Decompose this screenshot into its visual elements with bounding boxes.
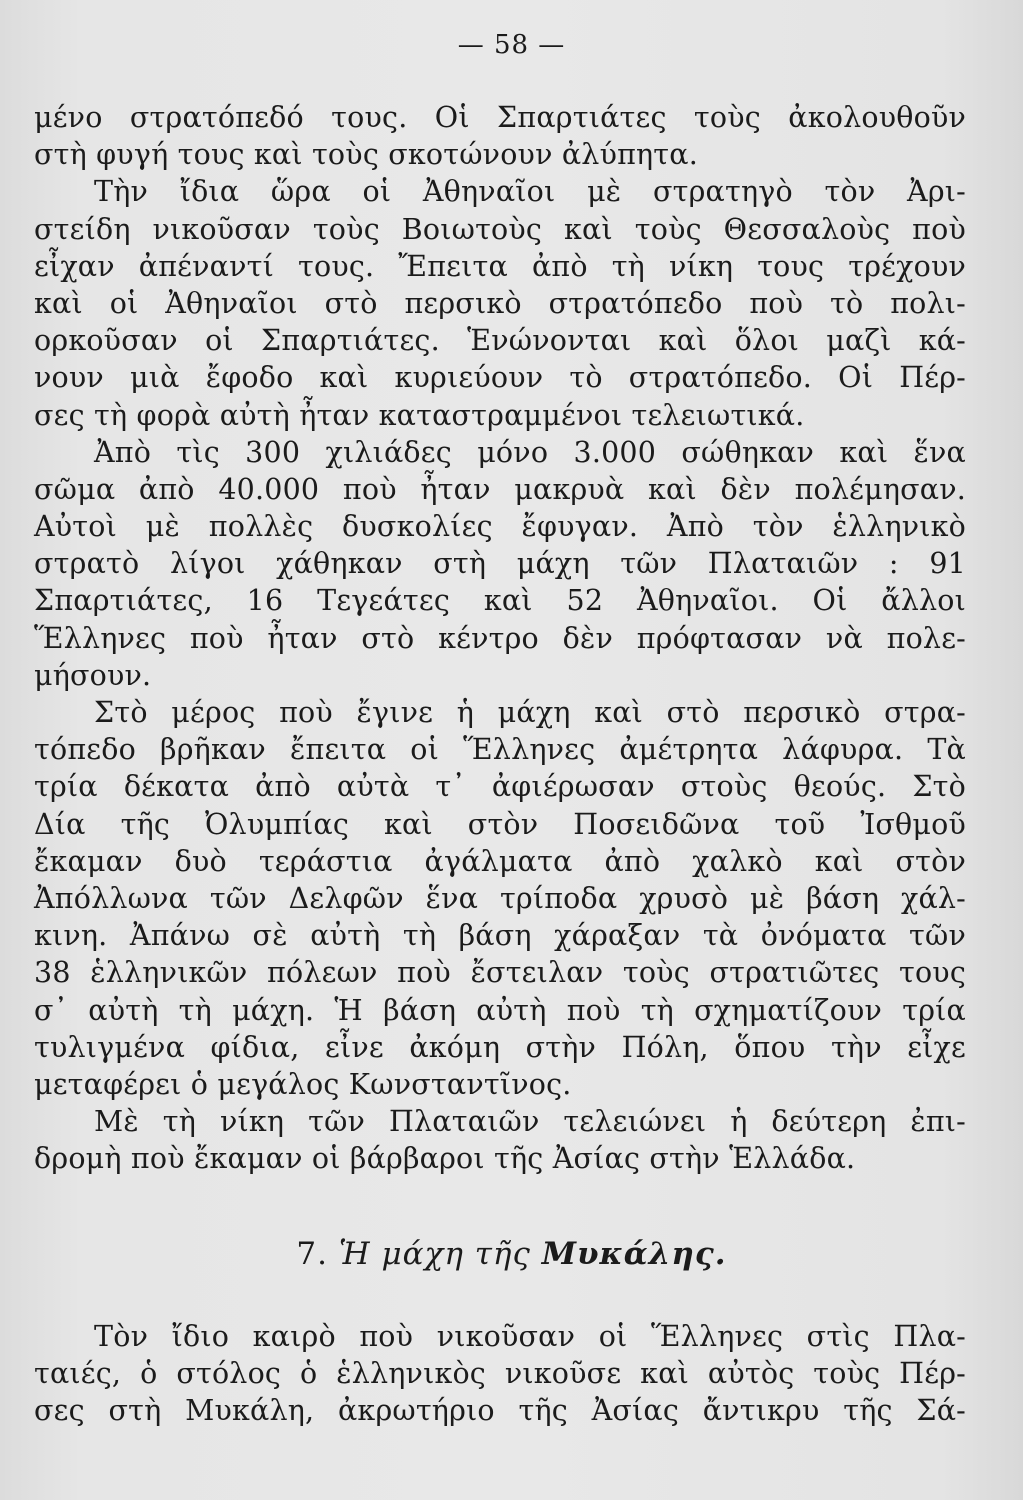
text-line: σ᾽ αὐτὴ τὴ μάχη. Ἡ βάση αὐτὴ ποὺ τὴ σχηματίζουν τρία bbox=[34, 993, 966, 1027]
text-line: δρομὴ ποὺ ἔκαμαν οἱ βάρβαροι τῆς Ἀσίας στὴν Ἑλλάδα. bbox=[34, 1142, 856, 1176]
section-heading bbox=[0, 1236, 1023, 1272]
text-line: ορκοῦσαν οἱ Σπαρτιάτες. Ἑνώνονται καὶ ὅλοι μαζὶ κά- bbox=[34, 324, 966, 358]
text-line: μήσουν. bbox=[34, 658, 152, 692]
body-text bbox=[34, 99, 966, 1177]
text-line: σες στὴ Μυκάλη, ἀκρωτήριο τῆς Ἀσίας ἄντικρυ τῆς Σά- bbox=[34, 1394, 966, 1428]
text-line: Δία τῆς Ὀλυμπίας καὶ στὸν Ποσειδῶνα τοῦ Ἰσθμοῦ bbox=[34, 807, 966, 841]
text-line: Στὸ μέρος ποὺ ἔγινε ἡ μάχη καὶ στὸ περσικὸ στρα- bbox=[94, 696, 966, 729]
text-line: Τὸν ἴδιο καιρὸ ποὺ νικοῦσαν οἱ Ἕλληνες στὶς Πλα- bbox=[94, 1320, 966, 1353]
section-text bbox=[34, 1318, 966, 1430]
text-line: Ἕλληνες ποὺ ἦταν στὸ κέντρο δὲν πρόφτασαν νὰ πολε- bbox=[34, 621, 966, 655]
text-line: τόπεδο βρῆκαν ἔπειτα οἱ Ἕλληνες ἀμέτρητα λάφυρα. Τὰ bbox=[34, 733, 966, 767]
text-line: μεταφέρει ὁ μεγάλος Κωνσταντῖνος. bbox=[34, 1067, 572, 1101]
text-line: νουν μιὰ ἔφοδο καὶ κυριεύουν τὸ στρατόπεδο. Οἱ Πέρ- bbox=[34, 361, 966, 395]
text-line: Τὴν ἴδια ὥρα οἱ Ἀθηναῖοι μὲ στρατηγὸ τὸν Ἀρι- bbox=[94, 175, 966, 209]
text-line: Ἀπὸ τὶς 300 χιλιάδες μόνο 3.000 σώθηκαν καὶ ἕνα bbox=[94, 435, 966, 469]
text-line: σῶμα ἀπὸ 40.000 ποὺ ἦταν μακρυὰ καὶ δὲν πολέμησαν. bbox=[34, 472, 966, 506]
text-line: Μὲ τὴ νίκη τῶν Πλαταιῶν τελειώνει ἡ δεύτερη ἐπι- bbox=[94, 1105, 966, 1139]
text-line: καὶ οἱ Ἀθηναῖοι στὸ περσικὸ στρατόπεδο ποὺ τὸ πολι- bbox=[34, 286, 966, 320]
page-number: — 58 — bbox=[457, 30, 566, 60]
section-title-part1: Ἡ μάχη τῆς bbox=[338, 1236, 531, 1272]
text-line: τρία δέκατα ἀπὸ αὐτὰ τ᾽ ἀφιέρωσαν στοὺς θεούς. Στὸ bbox=[34, 770, 966, 804]
text-line: σες τὴ φορὰ αὐτὴ ἦταν καταστραμμένοι τελειωτικά. bbox=[34, 398, 805, 432]
text-line: 38 ἑλληνικῶν πόλεων ποὺ ἔστειλαν τοὺς στρατιῶτες τους bbox=[34, 956, 966, 990]
text-line: μένο στρατόπεδό τους. Οἱ Σπαρτιάτες τοὺς ἀκολουθοῦν bbox=[34, 101, 966, 134]
text-line: στείδη νικοῦσαν τοὺς Βοιωτοὺς καὶ τοὺς Θεσσαλοὺς ποὺ bbox=[34, 212, 966, 246]
text-line: Αὐτοὶ μὲ πολλὲς δυσκολίες ἔφυγαν. Ἀπὸ τὸν ἑλληνικὸ bbox=[34, 510, 966, 544]
text-line: εἶχαν ἀπέναντί τους. Ἔπειτα ἀπὸ τὴ νίκη τους τρέχουν bbox=[34, 249, 966, 283]
text-line: ταιές, ὁ στόλος ὁ ἑλληνικὸς νικοῦσε καὶ αὐτὸς τοὺς Πέρ- bbox=[34, 1357, 966, 1391]
text-line: στὴ φυγή τους καὶ τοὺς σκοτώνουν ἀλύπητα. bbox=[34, 138, 698, 172]
section-title-part2: Μυκάλης. bbox=[541, 1236, 727, 1272]
text-line: στρατὸ λίγοι χάθηκαν στὴ μάχη τῶν Πλαταιῶν : 91 bbox=[34, 547, 966, 581]
text-line: Σπαρτιάτες, 16 Τεγεάτες καὶ 52 Ἀθηναῖοι. Οἱ ἄλλοι bbox=[34, 584, 966, 618]
section-number: 7. bbox=[296, 1236, 328, 1272]
text-line: τυλιγμένα φίδια, εἶνε ἀκόμη στὴν Πόλη, ὅπου τὴν εἶχε bbox=[34, 1030, 966, 1064]
text-line: Ἀπόλλωνα τῶν Δελφῶν ἕνα τρίποδα χρυσὸ μὲ βάση χάλ- bbox=[34, 881, 966, 915]
text-line: κινη. Ἀπάνω σὲ αὐτὴ τὴ βάση χάραξαν τὰ ὀνόματα τῶν bbox=[34, 919, 966, 953]
text-line: ἔκαμαν δυὸ τεράστια ἀγάλματα ἀπὸ χαλκὸ καὶ στὸν bbox=[34, 844, 966, 878]
